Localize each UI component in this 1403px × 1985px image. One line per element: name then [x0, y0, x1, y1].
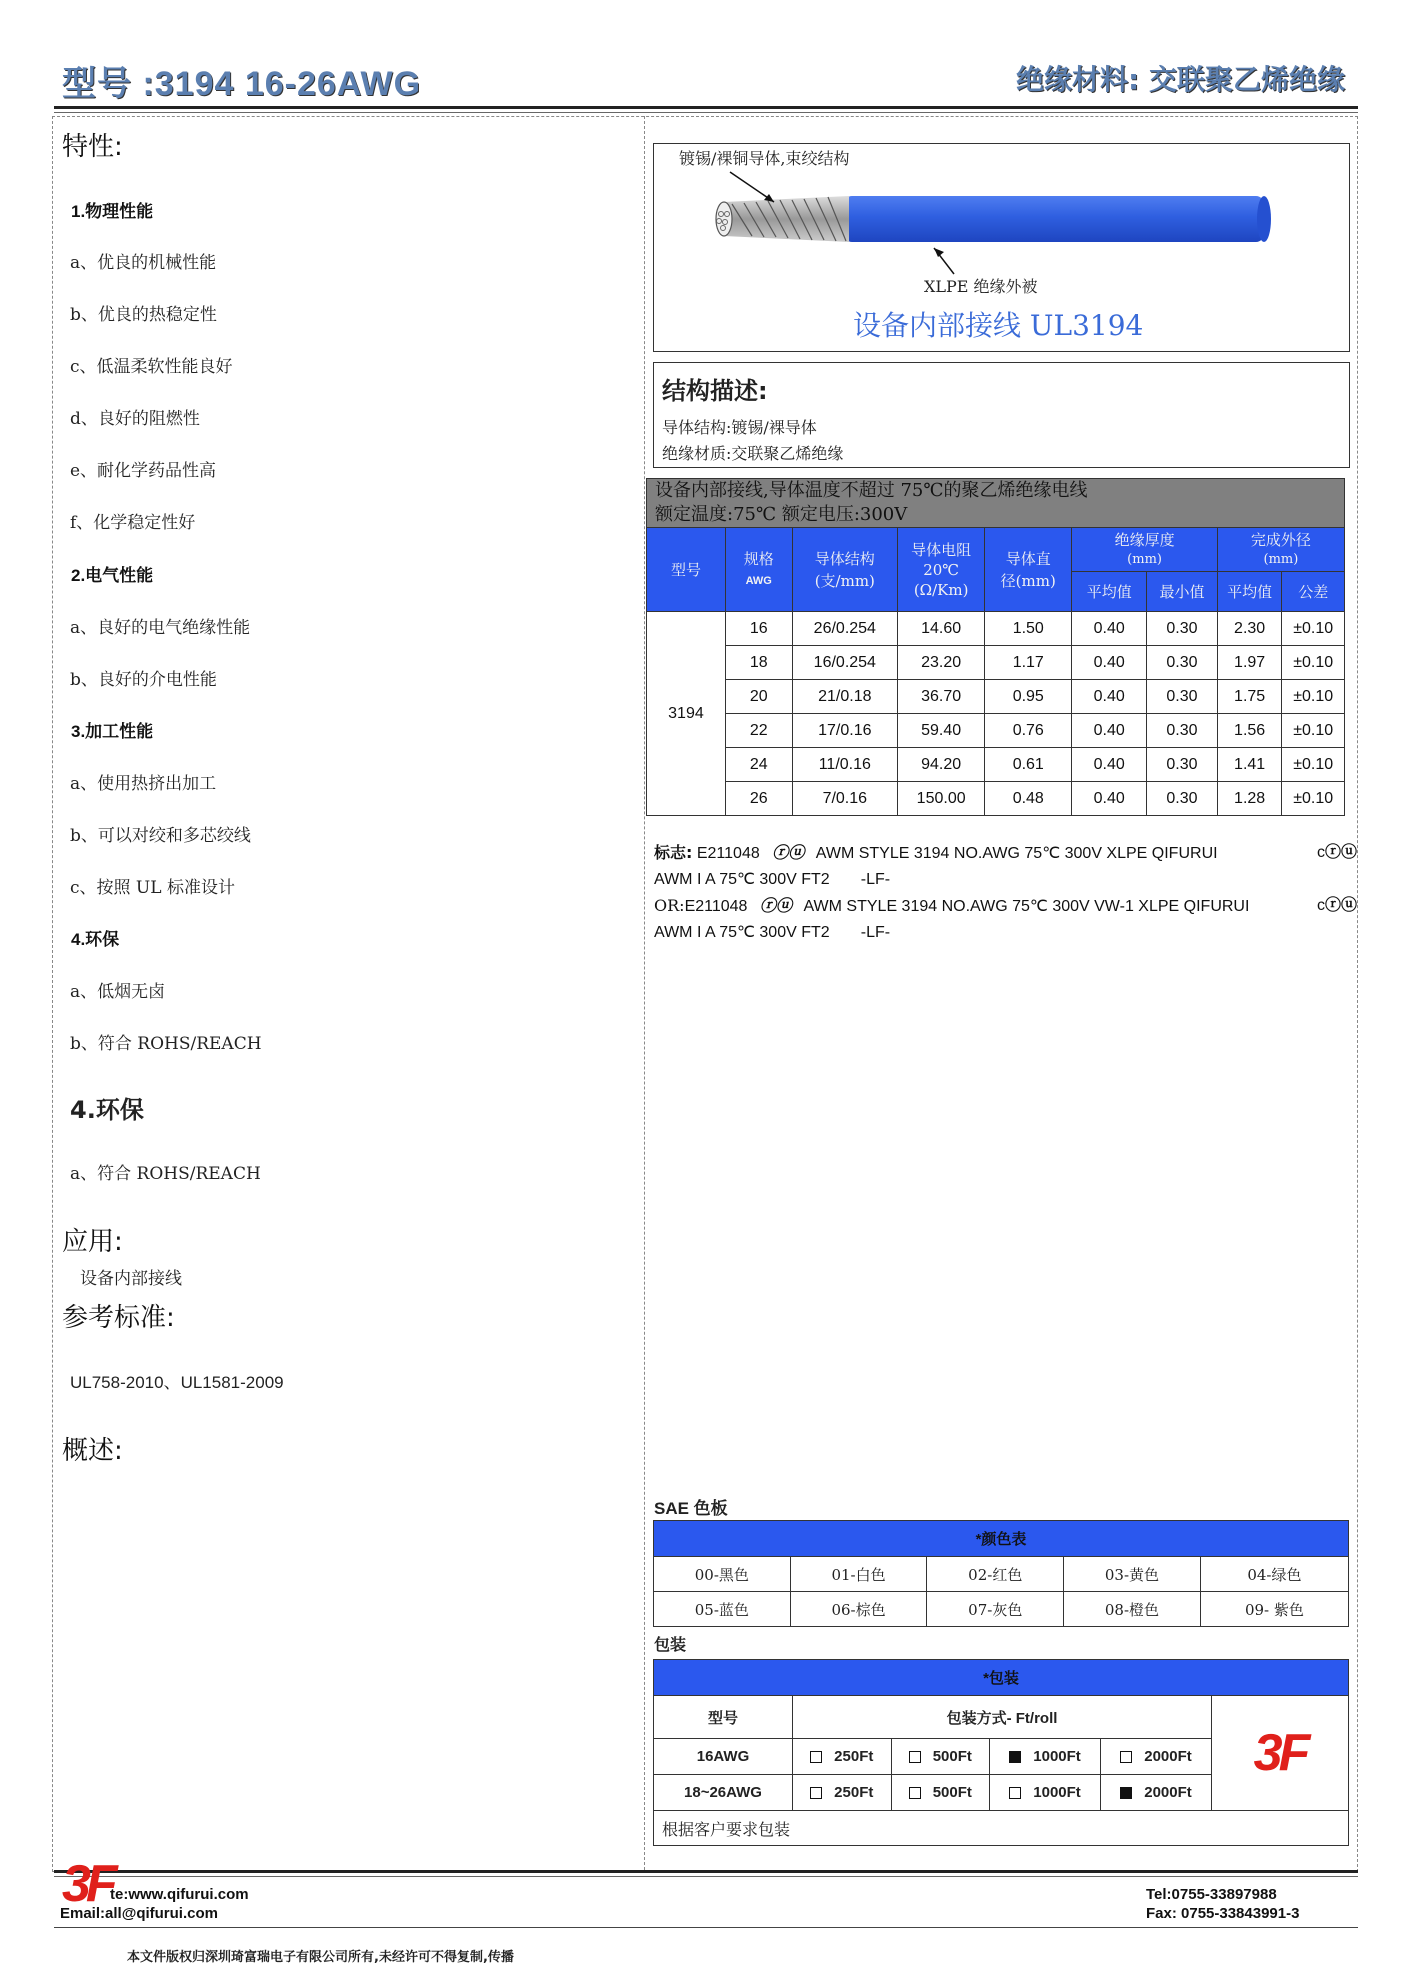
structure-conductor: 导体结构:镀锡/裸导体: [662, 418, 817, 437]
list-item: c、按照 UL 标准设计: [70, 878, 235, 898]
color-cell: 00-黑色: [654, 1557, 791, 1592]
footer-tel: Tel:0755-33897988: [1146, 1886, 1277, 1903]
cell: 59.40: [898, 714, 985, 748]
cell: 22: [725, 714, 792, 748]
cell: 0.40: [1072, 646, 1147, 680]
color-cell: 07-灰色: [927, 1592, 1064, 1627]
cell: 0.40: [1072, 782, 1147, 816]
cell: 17/0.16: [792, 714, 898, 748]
checkbox[interactable]: [909, 1751, 921, 1763]
standard-text: UL758-2010、UL1581-2009: [70, 1373, 284, 1392]
footer-logo: 3F: [62, 1855, 113, 1913]
structure-description: [653, 362, 1350, 468]
pack-option[interactable]: 1000Ft: [990, 1739, 1101, 1775]
col-pack-method: 包装方式- Ft/roll: [793, 1696, 1212, 1739]
structure-insulation: 绝缘材质:交联聚乙烯绝缘: [662, 444, 844, 463]
cell: ±0.10: [1282, 680, 1345, 714]
color-table-title: *颜色表: [654, 1521, 1349, 1557]
footer-rule: [54, 1870, 1358, 1873]
table-row: [647, 646, 1345, 680]
group-title-physical: 1.物理性能: [71, 202, 154, 221]
checkbox[interactable]: [1009, 1787, 1021, 1799]
cell: ±0.10: [1282, 782, 1345, 816]
cell: 0.30: [1147, 680, 1218, 714]
col-insulation: 绝缘厚度 (mm): [1072, 528, 1218, 572]
packing-note: 根据客户要求包装: [654, 1811, 1349, 1846]
col-od-avg: 平均值: [1217, 572, 1282, 612]
col-od-tol: 公差: [1282, 572, 1345, 612]
color-cell: 04-绿色: [1200, 1557, 1348, 1592]
cell: 0.61: [985, 748, 1072, 782]
list-item: b、可以对绞和多芯绞线: [70, 826, 251, 846]
cell: 150.00: [898, 782, 985, 816]
footer-rule-thin: [54, 1876, 1358, 1877]
col-resistance: 导体电阻 20℃ (Ω/Km): [898, 528, 985, 612]
cell: ±0.10: [1282, 714, 1345, 748]
cell: 0.30: [1147, 612, 1218, 646]
cell: 11/0.16: [792, 748, 898, 782]
col-diameter: 导体直 径(mm): [985, 528, 1072, 612]
pack-row-model: 16AWG: [654, 1739, 793, 1775]
marking-line4: AWM I A 75℃ 300V FT2 -LF-: [654, 924, 891, 941]
cul-mark-icon: cⓡⓤ: [1316, 897, 1357, 914]
overview-heading: 概述:: [62, 1436, 123, 1466]
cul-mark-icon: cⓡⓤ: [1316, 844, 1357, 861]
col-ins-min: 最小值: [1147, 572, 1218, 612]
checkbox[interactable]: [909, 1787, 921, 1799]
cell: 26/0.254: [792, 612, 898, 646]
cell: 0.40: [1072, 680, 1147, 714]
copyright-notice: 本文件版权归深圳琦富瑞电子有限公司所有,未经许可不得复制,传播: [127, 1950, 514, 1965]
cell: ±0.10: [1282, 612, 1345, 646]
col-ins-avg: 平均值: [1072, 572, 1147, 612]
cell: 0.40: [1072, 748, 1147, 782]
application-heading: 应用:: [62, 1227, 123, 1257]
cell: 0.30: [1147, 714, 1218, 748]
cell: 7/0.16: [792, 782, 898, 816]
cell: 94.20: [898, 748, 985, 782]
cell: 1.28: [1217, 782, 1282, 816]
cell: 20: [725, 680, 792, 714]
model-cell: 3194: [647, 612, 726, 816]
cell: 14.60: [898, 612, 985, 646]
pack-option[interactable]: 2000Ft: [1101, 1775, 1212, 1811]
group-title-electrical: 2.电气性能: [71, 566, 154, 585]
cell: 23.20: [898, 646, 985, 680]
cell: 0.95: [985, 680, 1072, 714]
cell: 16/0.254: [792, 646, 898, 680]
spec-desc-line1: 设备内部接线,导体温度不超过 75℃的聚乙烯绝缘电线: [647, 479, 1345, 504]
table-row: [647, 714, 1345, 748]
table-row: [647, 680, 1345, 714]
packing-table: [653, 1659, 1349, 1846]
cell: ±0.10: [1282, 646, 1345, 680]
color-table: [653, 1520, 1349, 1627]
cell: 0.76: [985, 714, 1072, 748]
col-pack-model: 型号: [654, 1696, 793, 1739]
marking-line2: AWM I A 75℃ 300V FT2 -LF-: [654, 871, 891, 888]
marking-line3: OR:E211048 ⓡⓤ AWM STYLE 3194 NO.AWG 75℃ 300V VW-1 XLPE QIFURUI cⓡⓤ: [654, 893, 1359, 920]
cell: 0.30: [1147, 646, 1218, 680]
color-cell: 09- 紫色: [1200, 1592, 1348, 1627]
checkbox[interactable]: [810, 1787, 822, 1799]
cell: 0.30: [1147, 748, 1218, 782]
list-item: d、良好的阻燃性: [70, 409, 200, 429]
footer-divider: [54, 1927, 1358, 1928]
col-model: 型号: [647, 528, 726, 612]
cell: 1.41: [1217, 748, 1282, 782]
page-title: 型号 :3194 16-26AWG: [62, 65, 422, 103]
spec-table: [646, 478, 1345, 816]
ul-mark-icon: ⓡⓤ: [772, 845, 805, 862]
cell: ±0.10: [1282, 748, 1345, 782]
table-row: [647, 612, 1345, 646]
checkbox[interactable]: [810, 1751, 822, 1763]
packing-heading: 包装: [654, 1635, 687, 1654]
list-item: a、良好的电气绝缘性能: [70, 618, 251, 638]
cell: 1.75: [1217, 680, 1282, 714]
list-item: b、优良的热稳定性: [70, 305, 217, 325]
features-heading: 特性:: [62, 132, 123, 162]
cell: 18: [725, 646, 792, 680]
color-cell: 06-棕色: [790, 1592, 927, 1627]
footer-email[interactable]: Email:all@qifurui.com: [60, 1905, 218, 1922]
list-item: a、使用热挤出加工: [70, 774, 217, 794]
application-text: 设备内部接线: [80, 1269, 182, 1289]
structure-heading: 结构描述:: [662, 377, 768, 405]
color-cell: 01-白色: [790, 1557, 927, 1592]
cell: 1.97: [1217, 646, 1282, 680]
brand-logo: 3F: [1212, 1696, 1349, 1811]
cell: 0.40: [1072, 612, 1147, 646]
pack-option[interactable]: 2000Ft: [1101, 1739, 1212, 1775]
group-title-processing: 3.加工性能: [71, 722, 154, 741]
cell: 16: [725, 612, 792, 646]
color-cell: 08-橙色: [1064, 1592, 1201, 1627]
table-row: [647, 748, 1345, 782]
col-gauge: 规格 AWG: [725, 528, 792, 612]
list-item: a、优良的机械性能: [70, 253, 217, 273]
ul-mark-icon: ⓡⓤ: [759, 898, 792, 915]
standard-heading: 参考标准:: [62, 1303, 175, 1333]
environment-big-title: 4.环保: [70, 1096, 144, 1124]
pack-option[interactable]: 1000Ft: [990, 1775, 1101, 1811]
list-item: c、低温柔软性能良好: [70, 357, 233, 377]
cell: 21/0.18: [792, 680, 898, 714]
cell: 1.17: [985, 646, 1072, 680]
list-item: f、化学稳定性好: [70, 513, 196, 533]
packing-table-title: *包装: [654, 1660, 1349, 1696]
color-cell: 03-黄色: [1064, 1557, 1201, 1592]
cell: 26: [725, 782, 792, 816]
list-item: b、符合 ROHS/REACH: [70, 1034, 262, 1054]
cell: 1.50: [985, 612, 1072, 646]
insulation-material-title: 绝缘材料: 交联聚乙烯绝缘: [1016, 63, 1345, 96]
header-rule: [54, 106, 1358, 109]
group-title-environment: 4.环保: [71, 930, 120, 949]
list-item: b、良好的介电性能: [70, 670, 217, 690]
pack-option[interactable]: 250Ft: [793, 1739, 892, 1775]
list-item: a、低烟无卤: [70, 982, 166, 1002]
color-cell: 05-蓝色: [654, 1592, 791, 1627]
cell: 24: [725, 748, 792, 782]
pack-option[interactable]: 250Ft: [793, 1775, 892, 1811]
header-rule-thin: [54, 112, 1358, 113]
cell: 0.48: [985, 782, 1072, 816]
cable-figure: [653, 143, 1350, 352]
marking-line1: 标志: E211048 ⓡⓤ AWM STYLE 3194 NO.AWG 75℃ 300V XLPE QIFURUI cⓡⓤ: [654, 840, 1359, 867]
col-od: 完成外径 (mm): [1217, 528, 1344, 572]
marking-block: [654, 840, 1359, 946]
cell: 2.30: [1217, 612, 1282, 646]
list-item: a、符合 ROHS/REACH: [70, 1164, 261, 1184]
conductor-label: 镀锡/裸铜导体,束绞结构: [679, 149, 850, 168]
table-row: [647, 782, 1345, 816]
cell: 1.56: [1217, 714, 1282, 748]
pack-option[interactable]: 500Ft: [891, 1775, 990, 1811]
checkbox[interactable]: [1120, 1751, 1132, 1763]
color-section-heading: SAE 色板: [654, 1499, 728, 1518]
figure-caption: 设备内部接线 UL3194: [853, 309, 1144, 342]
footer-website[interactable]: te:www.qifurui.com: [110, 1886, 249, 1903]
column-divider: [644, 116, 645, 1870]
list-item: e、耐化学药品性高: [70, 461, 217, 481]
pack-option[interactable]: 500Ft: [891, 1739, 990, 1775]
checkbox[interactable]: [1009, 1751, 1021, 1763]
spec-desc-line2: 额定温度:75℃ 额定电压:300V: [647, 503, 1345, 528]
pack-row-model: 18~26AWG: [654, 1775, 793, 1811]
cell: 36.70: [898, 680, 985, 714]
insulation-label: XLPE 绝缘外被: [924, 277, 1038, 296]
cell: 0.40: [1072, 714, 1147, 748]
footer-fax: Fax: 0755-33843991-3: [1146, 1905, 1300, 1922]
col-conductor: 导体结构 (支/mm): [792, 528, 898, 612]
color-cell: 02-红色: [927, 1557, 1064, 1592]
checkbox[interactable]: [1120, 1787, 1132, 1799]
cell: 0.30: [1147, 782, 1218, 816]
